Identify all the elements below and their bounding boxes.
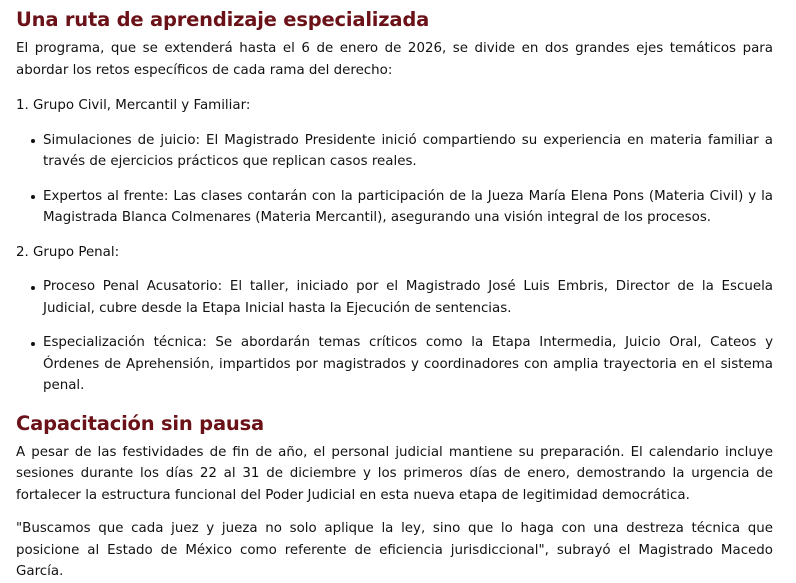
list-item: Simulaciones de juicio: El Magistrado Presidente inició compartiendo su experiencia en materia familiar a través de ejercicios prácticos que replican casos reales. (43, 130, 773, 173)
group-penal-label: 2. Grupo Penal: (16, 244, 120, 260)
section-heading-learning-path: Una ruta de aprendizaje especializada (16, 8, 430, 31)
intro-paragraph: El programa, que se extenderá hasta el 6 de enero de 2026, se divide en dos grandes ejes temáticos para abordar los retos específicos de cada rama del derecho: (16, 41, 773, 78)
list-item: Expertos al frente: Las clases contarán con la participación de la Jueza María Elena Pons (Materia Civil) y la Magistrada Blanca Colmenares (Materia Mercantil), asegurando una visión integral de los procesos. (43, 186, 773, 229)
training-paragraph: A pesar de las festividades de fin de año, el personal judicial mantiene su preparación. El calendario incluye sesiones durante los días 22 al 31 de diciembre y los primeros días de enero, demostrando la urgencia de fortalecer la estructura funcional del Poder Judicial en esta nueva etapa de legitimidad democrática. (16, 444, 773, 503)
list-item: Especialización técnica: Se abordarán temas críticos como la Etapa Intermedia, Juicio Oral, Cateos y Órdenes de Aprehensión, impartidos por magistrados y coordinadores con amplia trayectoria en el sistema penal. (43, 332, 773, 397)
quote-paragraph: "Buscamos que cada juez y jueza no solo aplique la ley, sino que lo haga con una destreza técnica que posicione al Estado de México como referente de eficiencia jurisdiccional", subrayó el Magistrado Macedo García. (16, 521, 773, 579)
list-item: Proceso Penal Acusatorio: El taller, iniciado por el Magistrado José Luis Embris, Director de la Escuela Judicial, cubre desde la Etapa Inicial hasta la Ejecución de sentencias. (43, 276, 773, 319)
group-civil-list (16, 130, 773, 229)
group-civil-label: 1. Grupo Civil, Mercantil y Familiar: (16, 98, 251, 113)
group-penal-list (16, 276, 773, 397)
section-heading-training: Capacitación sin pausa (16, 411, 264, 435)
